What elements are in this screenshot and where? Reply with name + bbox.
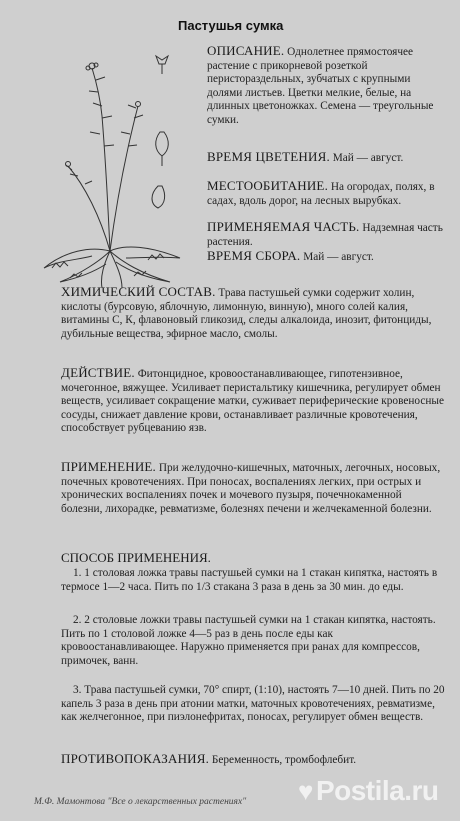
plant-illustration: [30, 46, 195, 290]
chemistry-text: Трава пастушьей сумки содержит холин, кислоты (бурсовую, яблочную, лимонную, винную), много солей калия, витамины С, К, флавоновый гликозид, следы алкалоида, инозит, фитонциды, дубильные вещества, эфирное масло, смолы.: [61, 287, 432, 340]
habitat-paragraph: [207, 179, 445, 208]
method-item-text: 3. Трава пастушьей сумки, 70° спирт, (1:10), настоять 7—10 дней. Пить по 20 капель 3 раза в день при атонии матки, маточных кровотечениях, ревматизме, как желчегонное, при пиэлонефритах, поносах, регулирует обмен веществ.: [61, 684, 445, 723]
watermark-logo: [298, 766, 458, 816]
used-part-text: Надземная часть растения.: [207, 222, 443, 248]
harvest-text: Май — август.: [303, 251, 374, 263]
application-paragraph: [61, 460, 445, 516]
habitat-text: На огородах, полях, в садах, вдоль дорог, на лесных вырубках.: [207, 181, 435, 207]
harvest-paragraph: [207, 249, 445, 265]
chemistry-heading: ХИМИЧЕСКИЙ СОСТАВ.: [61, 284, 216, 299]
method-item-3: [61, 684, 445, 725]
heart-icon: ♥: [298, 775, 313, 806]
action-heading: ДЕЙСТВИЕ.: [61, 365, 135, 380]
contraindications-text: Беременность, тромбофлебит.: [211, 754, 357, 766]
action-text: Фитонцидное, кровоостанавливающее, гипотензивное, мочегонное, вяжущее. Усиливает перистальтику кишечника, регулирует обмен веществ, усиливает сокращение матки, суживает периферические кровеносные сосуды, снижает давление крови, останавливает различные кровотечения, способствует рубцеванию язв.: [61, 368, 444, 434]
harvest-heading: ВРЕМЯ СБОРА.: [207, 248, 301, 263]
used-part-paragraph: [207, 220, 445, 249]
chemistry-paragraph: [61, 285, 445, 341]
flowering-text: Май — август.: [332, 152, 404, 164]
contraindications-heading: ПРОТИВОПОКАЗАНИЯ.: [61, 751, 210, 766]
application-text: При желудочно-кишечных, маточных, легочных, носовых, почечных кровотечениях. При поносах, воспалениях легких, при острых и хронических воспалениях почек и мочевого пузыря, почечнокаменной болезни, лихорадке, ревматизме, болезнях печени и желчекаменной болезни.: [61, 462, 441, 515]
flowering-paragraph: [207, 150, 445, 166]
watermark-text: Postila.ru: [315, 775, 439, 806]
source-citation: М.Ф. Мамонтова "Все о лекарственных растениях": [34, 797, 247, 807]
page-title: Пастушья сумка: [178, 18, 284, 33]
habitat-heading: МЕСТООБИТАНИЕ.: [207, 178, 329, 193]
description-text: Однолетнее прямостоячее растение с прикорневой розеткой перистораздельных, зубчатых с крупными долями листьев. Цветки мелкие, белые, на длинных цветоножках. Семена — треугольные сумки.: [207, 46, 434, 126]
description-heading: ОПИСАНИЕ.: [207, 43, 285, 58]
method-item-2: [61, 614, 445, 668]
application-heading: ПРИМЕНЕНИЕ.: [61, 459, 157, 474]
method-item-text: 2. 2 столовые ложки травы пастушьей сумки на 1 стакан кипятка, настоять. Пить по 1 столовой ложке 4—5 раз в день после еды как кровоостанавливающее. Наружно применяется при ранах для компрессов, примочек, ванн.: [61, 614, 436, 667]
flowering-heading: ВРЕМЯ ЦВЕТЕНИЯ.: [207, 149, 330, 164]
description-paragraph: [207, 44, 445, 127]
used-part-heading: ПРИМЕНЯЕМАЯ ЧАСТЬ.: [207, 219, 360, 234]
method-heading: СПОСОБ ПРИМЕНЕНИЯ.: [61, 550, 211, 565]
action-paragraph: [61, 366, 445, 436]
method-item-1: [61, 567, 445, 594]
method-item-text: 1. 1 столовая ложка травы пастушьей сумки на 1 стакан кипятка, настоять в термосе 1—2 часа. Пить по 1/3 стакана 3 раза в день за 30 мин. до еды.: [61, 567, 438, 593]
